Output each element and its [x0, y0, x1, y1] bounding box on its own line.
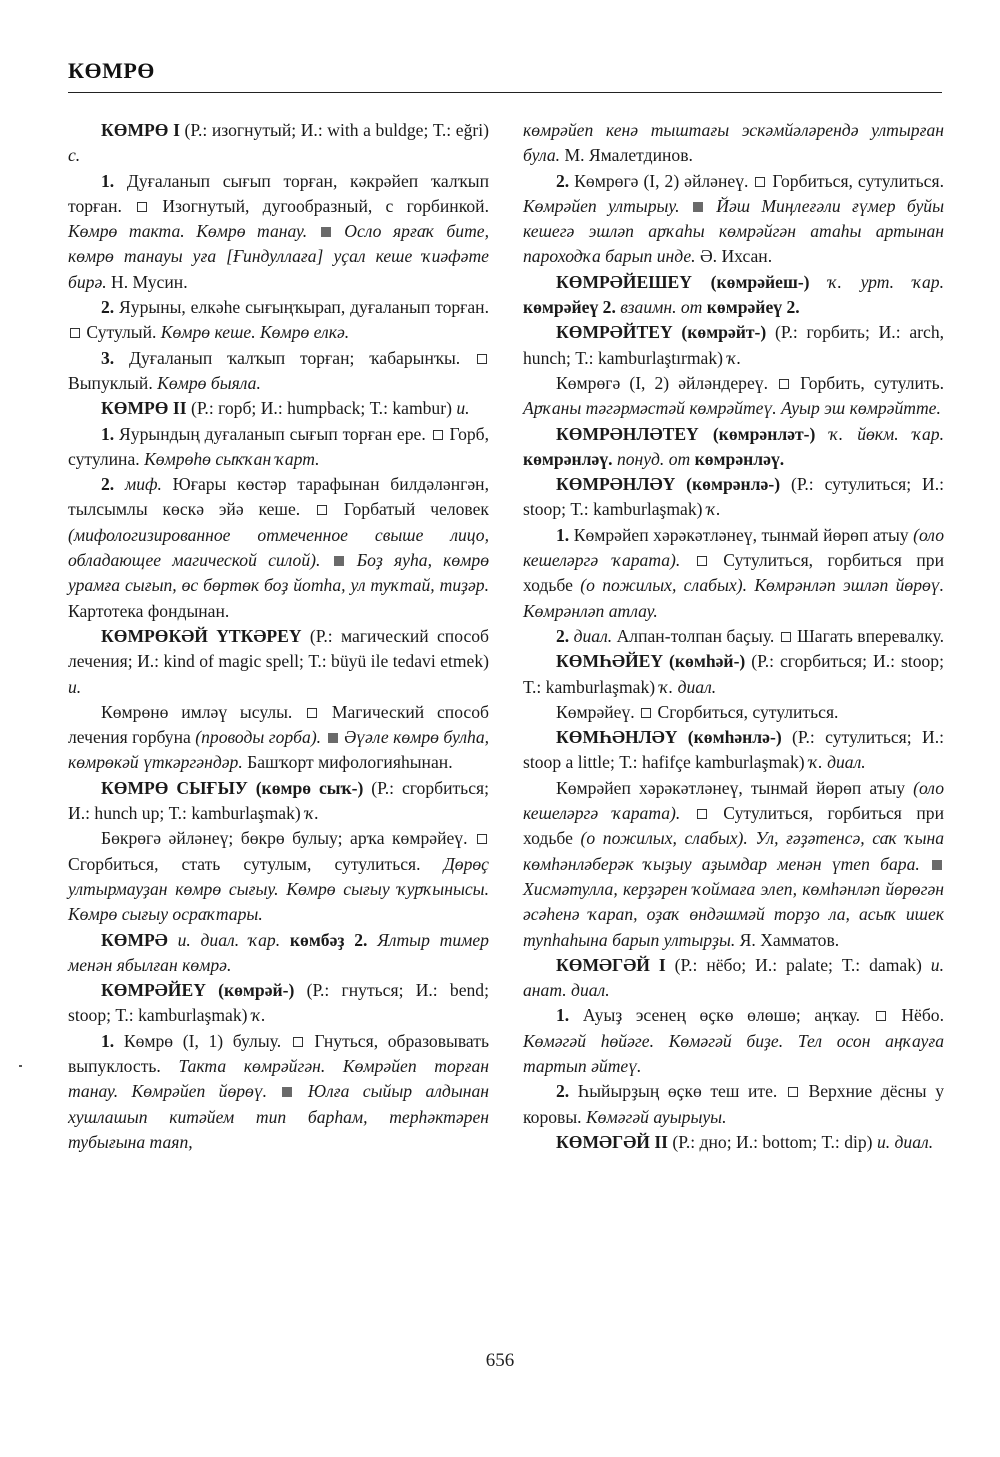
italic-text: и. — [68, 676, 82, 697]
body-text: Дуғаланып ҡалҡып торған; ҡабарынҡы. — [114, 347, 475, 368]
translation-marker-icon — [137, 202, 147, 212]
translation-marker-icon — [477, 834, 487, 844]
translation-marker-icon — [477, 354, 487, 364]
body-text: Картотека фондынан. — [68, 600, 230, 621]
dictionary-paragraph — [523, 118, 944, 169]
headword-text: 1. — [101, 423, 115, 444]
body-text: Изогнутый, дугообразный, с горбинкой. — [149, 195, 489, 216]
body-text: Көмрөгә (I, 2) әйләнеү. — [569, 170, 754, 191]
body-text — [321, 727, 325, 747]
body-text: Һыйырҙың өҫкө теш ите. — [569, 1081, 786, 1102]
body-text — [280, 930, 290, 950]
body-text — [307, 221, 319, 241]
page-number: 656 — [485, 1350, 515, 1371]
italic-text: ҡ. диал. — [659, 676, 717, 697]
translation-marker-icon — [293, 1037, 303, 1047]
body-text: (Р.: сгорбиться; И.: stoop; Т.: kamburlaşmak) — [523, 651, 944, 697]
body-text: Юғары көстәр тарафынан билдәләнгән, тылсымлы көскә эйә кеше. — [68, 474, 489, 520]
dictionary-paragraph — [523, 169, 944, 270]
headword-text: КӨМӘГӘЙ I — [556, 954, 666, 975]
headword-text: КӨМРӘЙЕҮ (көмрәй-) — [101, 980, 295, 1001]
dictionary-paragraph — [523, 320, 944, 371]
body-text: Көмрәйеп хәрәкәтләнеү, тынмай йөрөп атыу — [556, 777, 914, 798]
dictionary-paragraph — [523, 700, 944, 725]
headword-text: КӨМРӨ СЫҒЫУ (көмрө сыҡ-) — [101, 777, 364, 798]
headword-text: КӨМҺӘНЛӘҮ (көмһәнлә-) — [556, 727, 782, 748]
italic-text: ҡ. — [305, 803, 319, 824]
italic-text: с. — [68, 145, 81, 166]
body-text: (Р.: сгорбиться; И.: hunch up; Т.: kamburlaşmak) — [68, 777, 489, 824]
body-text — [815, 424, 829, 444]
body-text — [367, 930, 377, 950]
body-text: Бөкрөгә әйләнеү; бөкрө булыу; арҡа көмрәйеү. — [101, 828, 475, 849]
body-text: Алпан-толпан баҫыу. — [612, 625, 779, 646]
italic-text: и. диал. ҡар. — [177, 929, 281, 950]
italic-text: Такта көмрәйгән. Көмрәйеп торған танау. Көмрәйеп йөрөү. — [68, 1055, 489, 1102]
body-text: Н. Мусин. — [106, 271, 188, 292]
italic-text: Көмәгәй ауырыуы. — [585, 1106, 727, 1127]
column-left — [68, 118, 489, 1155]
headword-text: КӨМРӘНЛӘТЕҮ (көмрәнләт-) — [556, 423, 816, 444]
headword-text: көмрәйеү 2. — [523, 297, 616, 318]
headword-text: 2. — [556, 1081, 570, 1102]
body-text: Горбить, сутулить. — [791, 372, 944, 393]
headword-text: көмбәҙ 2. — [289, 929, 368, 950]
headword-text: 1. — [101, 1030, 115, 1051]
headword-text: КӨМӘГӘЙ II — [556, 1131, 669, 1152]
headword-text: көмрәнләү. — [694, 448, 785, 469]
italic-text: ҡ. — [727, 347, 742, 368]
body-text: Сутулиться, горбиться при ходьбе — [523, 803, 944, 849]
body-text: Сутулиться, горбиться при ходьбе — [523, 550, 944, 596]
dictionary-paragraph — [68, 624, 489, 700]
dictionary-paragraph — [523, 725, 944, 776]
dictionary-paragraph — [523, 953, 944, 1004]
italic-text: Көмрәнләп эшләп йөрөү. Көмрәнләп атлау. — [523, 575, 944, 621]
body-text: Дуғаланып сығып торған, кәкрәйеп ҡалҡып торған. — [68, 170, 489, 216]
headword-text: КӨМРӘ — [101, 929, 168, 950]
italic-text: ҡ. — [706, 499, 721, 520]
italic-text: (оло кешеләргә ҡарата). — [523, 777, 944, 824]
dictionary-paragraph — [68, 776, 489, 827]
example-marker-icon — [328, 733, 338, 743]
body-text: Шагать вперевалку. — [792, 625, 944, 646]
body-text — [810, 272, 829, 292]
body-text: Ауыҙ эсенең өҫкө өлөшө; аңҡау. — [569, 1005, 874, 1026]
italic-text: Әүәле көмрө булһа, көмрөкәй үткәргәндәр. — [68, 727, 490, 773]
dictionary-paragraph — [68, 700, 489, 776]
body-text: Сгорбиться, стать сутулым, сутулиться. — [68, 853, 444, 874]
body-text: (Р.: горб; И.: humpback; Т.: kambur) — [186, 398, 457, 419]
header-rule — [68, 92, 942, 93]
body-text: (Р.: горбить; И.: arch, hunch; Т.: kamburlaştırmak) — [523, 322, 945, 368]
body-text: Ә. Ихсан. — [695, 246, 773, 267]
body-text: (Р.: нёбо; И.: palate; Т.: damak) — [665, 954, 931, 975]
headword-text: 2. — [101, 474, 115, 495]
body-text: Башҡорт мифологияһынан. — [242, 752, 453, 773]
dictionary-paragraph — [68, 346, 489, 397]
italic-text: ҡ. йөкм. ҡар. — [829, 423, 944, 444]
body-text — [168, 930, 178, 950]
dictionary-paragraph — [68, 826, 489, 927]
body-text: М. Ямалетдинов. — [560, 145, 693, 166]
translation-marker-icon — [697, 809, 707, 819]
headword-text: КӨМРӘЙТЕҮ (көмрәйт-) — [556, 322, 767, 343]
body-text: Сгорбиться, сутулиться. — [653, 701, 839, 722]
translation-marker-icon — [697, 556, 707, 566]
italic-text: Көмрө такта. Көмрө танау. — [68, 221, 308, 242]
dictionary-paragraph — [68, 472, 489, 624]
italic-text: Ялтыр тимер менән ябылған көмрә. — [68, 929, 489, 975]
dictionary-paragraph — [523, 270, 944, 321]
dictionary-paragraph — [523, 1130, 944, 1155]
translation-marker-icon — [779, 379, 789, 389]
headword-text: көмрәнләү. — [523, 448, 613, 469]
italic-text: понуд. от — [616, 448, 691, 469]
body-text: Сутулый. — [82, 322, 161, 343]
italic-text: ҡ. урт. ҡар. — [828, 271, 944, 292]
italic-text: Көмрө быяла. — [157, 372, 261, 393]
italic-text: Боҙ яуһа, көмрө урамға сығып, өс бөртөк боҙ йотһа, ул туҡтай, тиҙәр. — [68, 550, 490, 596]
body-text: Көмрәйеү. — [556, 701, 640, 722]
body-text: Горбиться, сутулиться. — [767, 170, 944, 191]
body-text: (Р.: изогнутый; И.: with a buldge; Т.: eğri) — [179, 120, 489, 140]
italic-text: ҡ. — [251, 1005, 266, 1026]
body-text: Көмрө (I, 1) булыу. — [114, 1030, 291, 1051]
headword-text: КӨМРӨ II — [101, 398, 187, 419]
body-text: Горб, сутулина. — [68, 423, 490, 469]
italic-text: Көмәгәй һөйәге. Көмәгәй биҙе. Тел осон аңҡауға тартып әйтеү. — [523, 1030, 944, 1076]
dictionary-paragraph — [523, 1079, 944, 1130]
body-text — [680, 803, 694, 823]
italic-text: (проводы горба). — [195, 727, 322, 748]
body-text — [920, 854, 930, 874]
translation-marker-icon — [781, 632, 791, 642]
body-text: (Р.: магический способ лечения; И.: kind of magic spell; Т.: büyü ile tedavi etmek) — [68, 625, 489, 672]
translation-marker-icon — [876, 1011, 886, 1021]
translation-marker-icon — [641, 708, 651, 718]
dictionary-paragraph — [523, 624, 944, 649]
body-text: Көмрәйеп хәрәкәтләнеү, тынмай йөрөп атыу — [569, 524, 914, 545]
body-text: Выпуклый. — [68, 372, 158, 393]
dictionary-paragraph — [68, 978, 489, 1029]
dictionary-paragraph — [68, 118, 489, 169]
dictionary-paragraph — [68, 169, 489, 295]
italic-text: диал. — [573, 625, 613, 646]
dictionary-paragraph — [523, 523, 944, 624]
headword-text: 1. — [556, 524, 570, 545]
example-marker-icon — [693, 202, 703, 212]
body-text: Я. Хамматов. — [735, 929, 840, 950]
headword-text: КӨМРӘЙЕШЕҮ (көмрәйеш-) — [556, 271, 810, 292]
headword-text: 2. — [556, 170, 570, 191]
headword-text: КӨМҺӘЙЕҮ (көмһәй-) — [556, 651, 746, 672]
italic-text: Көмрө кеше. Көмрө елкә. — [160, 322, 350, 343]
dictionary-paragraph — [68, 1029, 489, 1155]
italic-text: (о пожилых, слабых). — [580, 828, 748, 849]
example-marker-icon — [321, 227, 331, 237]
italic-text: и. — [456, 398, 470, 419]
italic-text: (оло кешеләргә ҡарата). — [523, 524, 944, 571]
translation-marker-icon — [755, 177, 765, 187]
italic-text: миф. — [124, 474, 162, 495]
dictionary-paragraph — [523, 1003, 944, 1079]
headword-text: КӨМРӨ I — [101, 120, 180, 140]
italic-text: Көмрәйеп ултырыу. — [523, 195, 680, 216]
body-text: Яурындың дуғаланып сығып торған ере. — [114, 423, 431, 444]
translation-marker-icon — [433, 430, 443, 440]
dictionary-paragraph — [523, 649, 944, 700]
body-text: Яурыны, елкәһе сығыңҡырап, дуғаланып торған. — [114, 297, 489, 318]
italic-text: Юлға сыйыр алдынан хушлашып китәйем тип барһам, терһәктәрен тубығына таяп, — [68, 1081, 489, 1152]
italic-text: Осло ярғаҡ бите, көмрө танауы уға [Ғиндуллаға] уҫал кеше ҡиәфәте бирә. — [68, 221, 489, 292]
headword-text: 3. — [101, 347, 115, 368]
italic-text: взаимн. от — [620, 297, 703, 318]
dictionary-paragraph — [523, 776, 944, 953]
body-text — [114, 474, 125, 494]
example-marker-icon — [282, 1087, 292, 1097]
body-text — [267, 1081, 280, 1101]
translation-marker-icon — [70, 328, 80, 338]
body-text: (Р.: сутулиться; И.: stoop a little; Т.: hafifçe kamburlaşmak) — [523, 727, 944, 773]
headword-text: көмрәйеү 2. — [706, 297, 800, 318]
italic-text: ҡ. диал. — [809, 752, 866, 773]
column-right — [523, 118, 944, 1155]
headword-text: 1. — [101, 170, 115, 191]
translation-marker-icon — [788, 1087, 798, 1097]
headword-text: КӨМРӘНЛӘҮ (көмрәнлә-) — [556, 474, 781, 495]
example-marker-icon — [932, 860, 942, 870]
dictionary-paragraph — [68, 396, 489, 421]
italic-text: и. анат. диал. — [523, 954, 944, 1001]
italic-text: Хисмәтулла, керҙәрен ҡоймаға элеп, көмһәнләп йөрөгән әсәһенә ҡарап, оҙаҡ өндәшмәй торҙо ла, асыҡ ишек тупһаһына барып ултырҙы. — [523, 878, 944, 950]
body-text: Нёбо. — [887, 1005, 945, 1026]
italic-text: (о пожилых, слабых). — [580, 575, 747, 596]
italic-text: көмрәйеп кенә тыштағы эскәмйәләрендә ултырған була. — [523, 120, 944, 166]
headword-text: 1. — [556, 1005, 570, 1026]
italic-text: Дөрөҫ ултырмауҙан көмрө сығыу. Көмрө сығыу ҡурҡынысы. Көмрө сығыу осраҡтары. — [68, 853, 489, 925]
body-text: Гнуться, образовывать выпуклость. — [68, 1030, 489, 1076]
dictionary-paragraph — [68, 928, 489, 979]
italic-text: и. диал. — [876, 1131, 934, 1152]
dictionary-paragraph — [68, 422, 489, 473]
margin-mark — [19, 1065, 22, 1067]
body-text: Көмрөгә (I, 2) әйләндереү. — [556, 372, 778, 393]
headword-text: КӨМРӨКӘЙ ҮТКӘРЕҮ — [101, 625, 302, 646]
translation-marker-icon — [307, 708, 317, 718]
body-text: Верхние дёсны у коровы. — [523, 1081, 944, 1127]
translation-marker-icon — [317, 505, 327, 515]
body-text — [680, 196, 691, 216]
body-text: Магический способ лечения горбуна — [68, 701, 489, 748]
italic-text: Йәш Миңлеғәли ғүмер буйы кешегә эшләп арҡаһы көмрәйгән атаһы артынан пароходҡа барып инде. — [523, 195, 944, 267]
italic-text: Ул, ғәҙәтенсә, саҡ ҡына көмһәнләберәк ҡыҙыу аҙымдар менән үтеп бара. — [523, 828, 945, 874]
body-text: (Р.: дно; И.: bottom; Т.: dip) — [668, 1131, 877, 1152]
italic-text: Арҡаны тәгәрмәстәй көмрәйтеү. Ауыр эш көмрәйтте. — [523, 398, 941, 419]
example-marker-icon — [334, 556, 344, 566]
italic-text: (мифологизированное отмеченное свыше лицо, обладающее магической силой). — [68, 524, 489, 571]
dictionary-paragraph — [523, 472, 944, 523]
dictionary-paragraph — [523, 422, 944, 473]
headword-text: 2. — [101, 297, 115, 318]
body-text — [680, 550, 694, 570]
dictionary-paragraph — [523, 371, 944, 422]
body-text: (Р.: гнуться; И.: bend; stoop; Т.: kamburlaşmak) — [68, 980, 489, 1026]
body-text: Горбатый человек — [329, 499, 489, 520]
dictionary-paragraph — [68, 295, 489, 346]
body-text — [320, 550, 331, 570]
italic-text: Көмрөһө сыҡҡан ҡарт. — [144, 448, 320, 469]
headword-text: 2. — [556, 625, 570, 646]
body-text: (Р.: сутулиться; И.: stoop; Т.: kamburlaşmak) — [523, 474, 944, 520]
running-head: КӨМРӨ — [68, 58, 155, 83]
body-text: Көмрөнө имләү ысулы. — [101, 701, 306, 722]
